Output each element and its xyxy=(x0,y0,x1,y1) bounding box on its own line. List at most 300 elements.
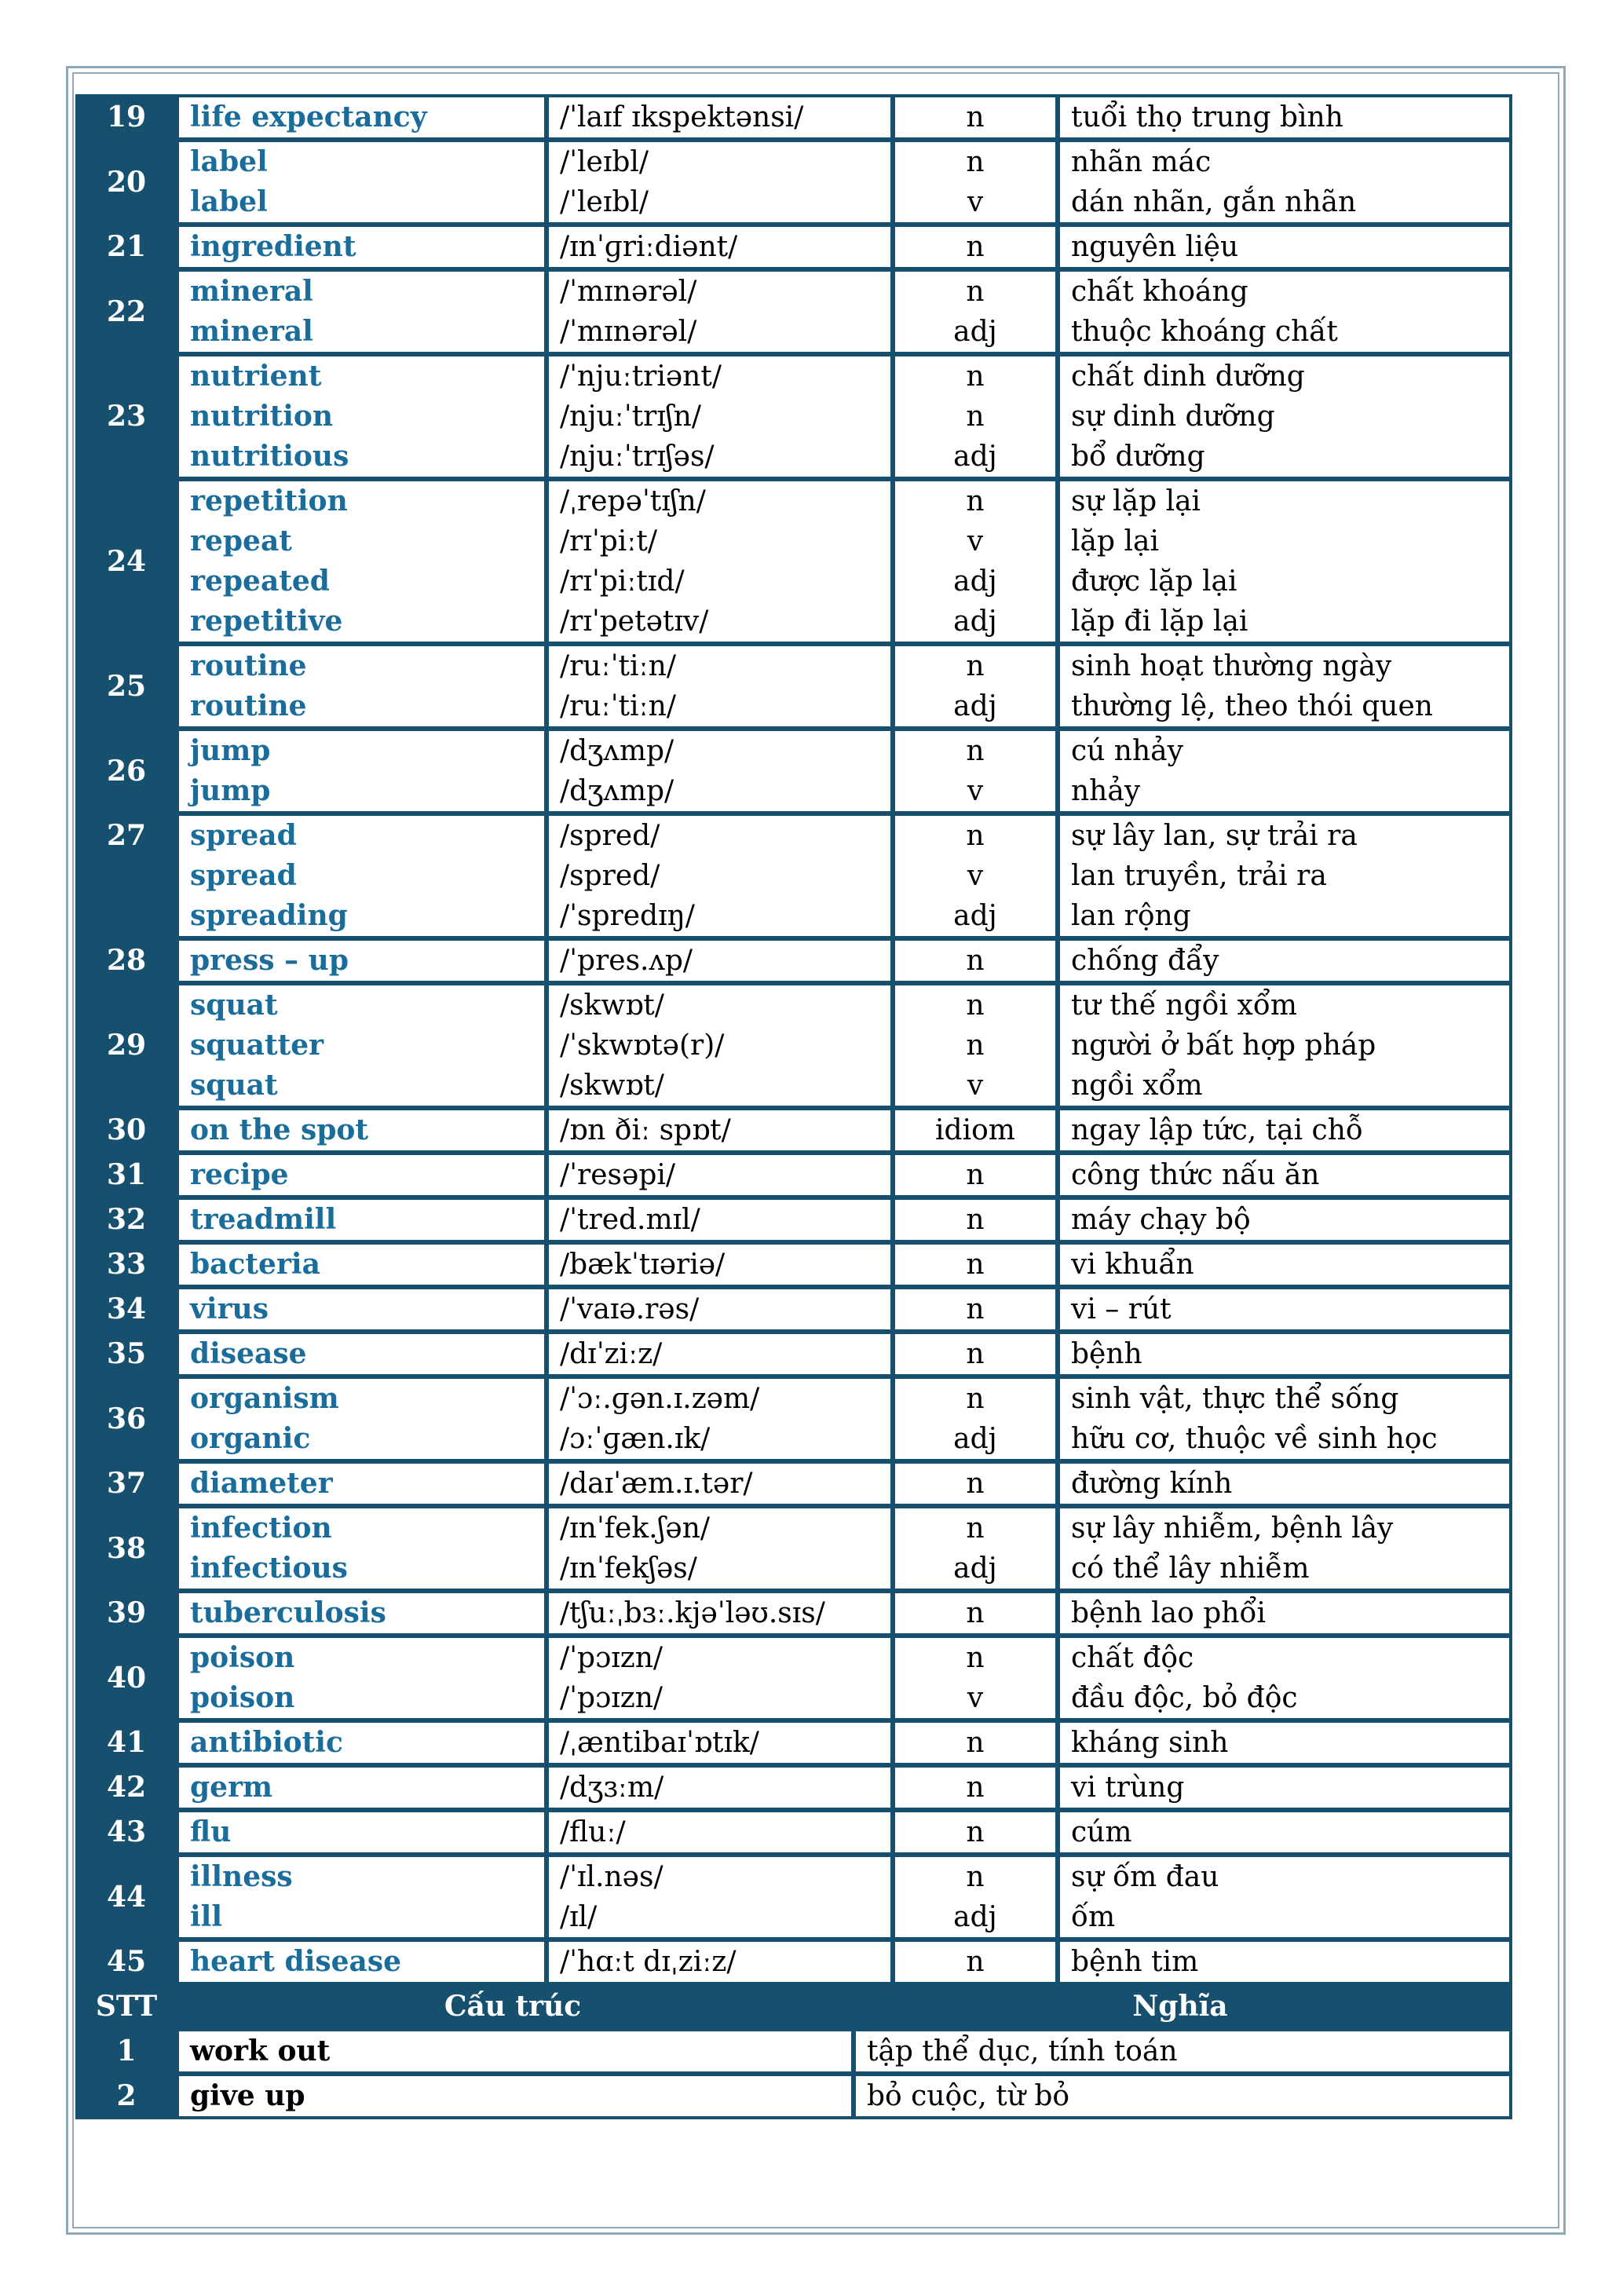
word-text: squat xyxy=(190,1069,278,1102)
pronunciation-cell xyxy=(544,731,890,811)
word-text: diameter xyxy=(190,1467,333,1500)
pronunciation-cell xyxy=(544,1464,890,1504)
meaning-text: chất dinh dưỡng xyxy=(1071,360,1305,393)
part-of-speech-text: n xyxy=(966,1512,985,1545)
phrases-header-row xyxy=(79,1987,1509,2027)
word-text: heart disease xyxy=(190,1945,402,1978)
vocab-row xyxy=(79,1812,1509,1852)
part-of-speech-text: n xyxy=(966,1293,985,1325)
part-of-speech-text: n xyxy=(966,1383,985,1415)
row-number: 34 xyxy=(106,1292,147,1325)
word-text: nutrient xyxy=(190,360,322,393)
part-of-speech-text: n xyxy=(966,1642,985,1674)
phrase-stt: 1 xyxy=(116,2035,137,2067)
phrase-meaning: tập thể dục, tính toán xyxy=(851,2031,1509,2071)
row-number: 24 xyxy=(106,544,147,578)
row-number: 45 xyxy=(106,1945,147,1978)
meaning-text: bệnh xyxy=(1071,1338,1142,1370)
vocab-row xyxy=(79,356,1509,477)
header-meaning: Nghĩa xyxy=(851,1987,1509,2027)
part-of-speech-text: adj xyxy=(953,316,997,348)
word-text: infection xyxy=(190,1512,332,1545)
vocab-row xyxy=(79,1379,1509,1459)
meaning-text: hữu cơ, thuộc về sinh học xyxy=(1071,1423,1438,1455)
pronunciation-cell xyxy=(544,1857,890,1937)
meaning-text: lặp lại xyxy=(1071,525,1159,558)
pronunciation-cell xyxy=(544,481,890,642)
word-cell xyxy=(174,1155,544,1195)
meaning-text: sự ốm đau xyxy=(1071,1861,1219,1893)
pronunciation-text: /ruːˈtiːn/ xyxy=(560,690,676,722)
meaning-text: công thức nấu ăn xyxy=(1071,1159,1320,1191)
phrase-meaning: bỏ cuộc, từ bỏ xyxy=(851,2076,1509,2116)
vocab-row xyxy=(79,272,1509,352)
part-of-speech-cell xyxy=(890,646,1055,726)
pronunciation-text: /ˈmɪnərəl/ xyxy=(560,276,697,308)
row-number: 30 xyxy=(106,1113,147,1146)
word-text: ill xyxy=(190,1900,223,1933)
word-cell xyxy=(174,356,544,477)
part-of-speech-text: n xyxy=(966,276,985,308)
pronunciation-cell xyxy=(544,97,890,137)
part-of-speech-cell xyxy=(890,1110,1055,1150)
vocab-row xyxy=(79,1334,1509,1374)
row-number: 21 xyxy=(106,230,147,263)
pronunciation-cell xyxy=(544,1379,890,1459)
part-of-speech-cell xyxy=(890,1289,1055,1329)
part-of-speech-text: adj xyxy=(953,1423,997,1455)
word-text: squat xyxy=(190,989,278,1022)
meaning-cell xyxy=(1055,1593,1509,1633)
part-of-speech-cell xyxy=(890,1379,1055,1459)
pronunciation-text: /ˈlaɪf ɪkspektənsi/ xyxy=(560,101,804,133)
row-number: 33 xyxy=(106,1248,147,1281)
part-of-speech-text: n xyxy=(966,1338,985,1370)
phrase-row xyxy=(79,2076,1509,2116)
vocab-row xyxy=(79,1289,1509,1329)
word-text: spread xyxy=(190,819,297,852)
row-number: 20 xyxy=(106,165,147,199)
pronunciation-text: /ˈpres.ʌp/ xyxy=(560,945,693,977)
meaning-text: sự dinh dưỡng xyxy=(1071,400,1275,433)
vocabulary-table xyxy=(79,93,1509,1987)
part-of-speech-text: n xyxy=(966,485,985,517)
meaning-text: tuổi thọ trung bình xyxy=(1071,101,1343,133)
part-of-speech-text: adj xyxy=(953,1552,997,1585)
word-text: recipe xyxy=(190,1158,289,1191)
part-of-speech-text: n xyxy=(966,1249,985,1281)
pronunciation-text: /ˌæntibaɪˈɒtɪk/ xyxy=(560,1727,759,1759)
word-text: life expectancy xyxy=(190,101,427,133)
vocab-row xyxy=(79,1857,1509,1937)
pronunciation-text: /ˈskwɒtə(r)/ xyxy=(560,1029,725,1062)
meaning-text: nhảy xyxy=(1071,775,1141,807)
meaning-cell xyxy=(1055,272,1509,352)
pronunciation-cell xyxy=(544,1289,890,1329)
part-of-speech-text: v xyxy=(967,860,984,892)
part-of-speech-cell xyxy=(890,1638,1055,1718)
part-of-speech-cell xyxy=(890,142,1055,222)
meaning-cell xyxy=(1055,816,1509,936)
row-number: 38 xyxy=(106,1531,147,1565)
part-of-speech-text: n xyxy=(966,1816,985,1848)
meaning-cell xyxy=(1055,356,1509,477)
part-of-speech-cell xyxy=(890,356,1055,477)
meaning-cell xyxy=(1055,1200,1509,1240)
row-number: 39 xyxy=(106,1596,147,1629)
word-cell xyxy=(174,941,544,981)
pronunciation-cell xyxy=(544,646,890,726)
part-of-speech-text: n xyxy=(966,101,985,133)
vocab-row xyxy=(79,142,1509,222)
meaning-cell xyxy=(1055,1508,1509,1589)
word-text: press – up xyxy=(190,944,349,977)
word-text: poison xyxy=(190,1641,295,1674)
part-of-speech-text: adj xyxy=(953,1901,997,1933)
pronunciation-text: /ˈɪl.nəs/ xyxy=(560,1861,663,1893)
pronunciation-cell xyxy=(544,1334,890,1374)
vocab-row xyxy=(79,1723,1509,1763)
meaning-text: có thể lây nhiễm xyxy=(1071,1552,1310,1585)
word-cell xyxy=(174,1857,544,1937)
word-cell xyxy=(174,1289,544,1329)
pronunciation-cell xyxy=(544,272,890,352)
vocab-row xyxy=(79,1768,1509,1808)
part-of-speech-text: n xyxy=(966,400,985,433)
pronunciation-text: /njuːˈtrɪʃn/ xyxy=(560,400,701,433)
pronunciation-text: /ˈmɪnərəl/ xyxy=(560,316,697,348)
meaning-cell xyxy=(1055,1638,1509,1718)
meaning-text: vi trùng xyxy=(1071,1771,1185,1804)
word-cell xyxy=(174,1245,544,1285)
word-text: virus xyxy=(190,1292,269,1325)
word-cell xyxy=(174,1110,544,1150)
part-of-speech-text: v xyxy=(967,775,984,807)
part-of-speech-text: n xyxy=(966,650,985,682)
word-cell xyxy=(174,1942,544,1982)
pronunciation-text: /bækˈtɪəriə/ xyxy=(560,1249,726,1281)
word-text: routine xyxy=(190,689,307,722)
meaning-text: nguyên liệu xyxy=(1071,231,1239,263)
part-of-speech-cell xyxy=(890,1857,1055,1937)
word-text: tuberculosis xyxy=(190,1596,386,1629)
meaning-cell xyxy=(1055,985,1509,1106)
part-of-speech-cell xyxy=(890,1464,1055,1504)
word-text: germ xyxy=(190,1771,273,1804)
vocab-row xyxy=(79,985,1509,1106)
pronunciation-text: /ˈspredɪŋ/ xyxy=(560,900,695,932)
part-of-speech-text: n xyxy=(966,945,985,977)
pronunciation-cell xyxy=(544,1638,890,1718)
part-of-speech-cell xyxy=(890,1768,1055,1808)
meaning-text: lan rộng xyxy=(1071,900,1191,932)
header-stt: STT xyxy=(79,1987,174,2027)
pronunciation-cell xyxy=(544,1110,890,1150)
part-of-speech-cell xyxy=(890,1155,1055,1195)
vocab-row xyxy=(79,816,1509,936)
row-number: 23 xyxy=(106,400,147,433)
meaning-text: kháng sinh xyxy=(1071,1727,1229,1759)
part-of-speech-text: v xyxy=(967,525,984,558)
header-structure: Cấu trúc xyxy=(174,1987,851,2027)
row-number: 22 xyxy=(106,294,147,328)
meaning-cell xyxy=(1055,1155,1509,1195)
pronunciation-text: /rɪˈpetətɪv/ xyxy=(560,605,709,638)
vocab-row xyxy=(79,1245,1509,1285)
word-text: routine xyxy=(190,649,307,682)
meaning-text: cúm xyxy=(1071,1816,1132,1848)
pronunciation-cell xyxy=(544,816,890,936)
part-of-speech-text: v xyxy=(967,1682,984,1714)
pronunciation-text: /ˈɔː.ɡən.ɪ.zəm/ xyxy=(560,1383,760,1415)
meaning-text: ngồi xổm xyxy=(1071,1069,1203,1102)
meaning-cell xyxy=(1055,142,1509,222)
word-cell xyxy=(174,1593,544,1633)
word-cell xyxy=(174,272,544,352)
pronunciation-text: /rɪˈpiːtɪd/ xyxy=(560,565,685,598)
pronunciation-cell xyxy=(544,227,890,267)
part-of-speech-cell xyxy=(890,731,1055,811)
meaning-cell xyxy=(1055,1812,1509,1852)
word-cell xyxy=(174,985,544,1106)
word-text: on the spot xyxy=(190,1113,369,1146)
pronunciation-text: /ˌrepəˈtɪʃn/ xyxy=(560,485,706,517)
meaning-text: đường kính xyxy=(1071,1468,1233,1500)
word-cell xyxy=(174,1812,544,1852)
word-cell xyxy=(174,816,544,936)
word-text: nutrition xyxy=(190,400,334,433)
pronunciation-cell xyxy=(544,1200,890,1240)
pronunciation-text: /ruːˈtiːn/ xyxy=(560,650,676,682)
meaning-cell xyxy=(1055,227,1509,267)
meaning-text: tư thế ngồi xổm xyxy=(1071,989,1298,1022)
word-cell xyxy=(174,1723,544,1763)
word-cell xyxy=(174,731,544,811)
part-of-speech-cell xyxy=(890,1812,1055,1852)
vocab-row xyxy=(79,97,1509,137)
part-of-speech-cell xyxy=(890,1245,1055,1285)
meaning-text: thường lệ, theo thói quen xyxy=(1071,690,1433,722)
part-of-speech-text: n xyxy=(966,1861,985,1893)
row-number: 19 xyxy=(106,101,147,133)
word-text: repetitive xyxy=(190,605,343,638)
pronunciation-cell xyxy=(544,1245,890,1285)
word-text: bacteria xyxy=(190,1248,320,1281)
pronunciation-text: /ˈresəpi/ xyxy=(560,1159,676,1191)
part-of-speech-text: adj xyxy=(953,605,997,638)
part-of-speech-cell xyxy=(890,1593,1055,1633)
meaning-cell xyxy=(1055,1464,1509,1504)
pronunciation-text: /njuːˈtrɪʃəs/ xyxy=(560,441,715,473)
meaning-text: ngay lập tức, tại chỗ xyxy=(1071,1114,1363,1146)
word-cell xyxy=(174,1508,544,1589)
vocab-row xyxy=(79,1593,1509,1633)
meaning-cell xyxy=(1055,646,1509,726)
meaning-cell xyxy=(1055,1942,1509,1982)
part-of-speech-text: adj xyxy=(953,441,997,473)
pronunciation-text: /rɪˈpiːt/ xyxy=(560,525,658,558)
word-cell xyxy=(174,646,544,726)
meaning-text: bệnh tim xyxy=(1071,1946,1199,1978)
part-of-speech-text: v xyxy=(967,1069,984,1102)
vocabulary-sheet xyxy=(75,94,1512,2119)
word-text: repetition xyxy=(190,484,348,517)
pronunciation-text: /spred/ xyxy=(560,820,660,852)
meaning-text: đầu độc, bỏ độc xyxy=(1071,1682,1298,1714)
meaning-text: chất khoáng xyxy=(1071,276,1248,308)
meaning-cell xyxy=(1055,1334,1509,1374)
meaning-cell xyxy=(1055,731,1509,811)
word-text: jump xyxy=(190,774,271,807)
pronunciation-text: /dʒʌmp/ xyxy=(560,775,674,807)
part-of-speech-cell xyxy=(890,1334,1055,1374)
part-of-speech-text: n xyxy=(966,820,985,852)
meaning-text: bệnh lao phổi xyxy=(1071,1597,1267,1629)
pronunciation-text: /ɒn ðiː spɒt/ xyxy=(560,1114,731,1146)
pronunciation-text: /dʒʌmp/ xyxy=(560,735,674,767)
word-text: repeat xyxy=(190,525,292,558)
row-number: 37 xyxy=(106,1467,147,1500)
meaning-text: sinh hoạt thường ngày xyxy=(1071,650,1392,682)
meaning-text: máy chạy bộ xyxy=(1071,1204,1251,1236)
vocab-row xyxy=(79,1155,1509,1195)
part-of-speech-text: n xyxy=(966,1771,985,1804)
pronunciation-text: /ˈhɑːt dɪˌziːz/ xyxy=(560,1946,737,1978)
vocab-row xyxy=(79,1638,1509,1718)
word-text: mineral xyxy=(190,315,313,348)
word-text: mineral xyxy=(190,275,313,308)
row-number: 43 xyxy=(106,1815,147,1848)
vocab-row xyxy=(79,1942,1509,1982)
row-number: 40 xyxy=(106,1661,147,1695)
vocab-row xyxy=(79,731,1509,811)
word-text: repeated xyxy=(190,565,330,598)
meaning-text: sự lây nhiễm, bệnh lây xyxy=(1071,1512,1394,1545)
pronunciation-cell xyxy=(544,1812,890,1852)
meaning-cell xyxy=(1055,1289,1509,1329)
part-of-speech-cell xyxy=(890,227,1055,267)
part-of-speech-cell xyxy=(890,941,1055,981)
word-text: poison xyxy=(190,1681,295,1714)
part-of-speech-text: n xyxy=(966,1029,985,1062)
part-of-speech-text: adj xyxy=(953,565,997,598)
pronunciation-text: /skwɒt/ xyxy=(560,1069,664,1102)
row-number: 32 xyxy=(106,1203,147,1236)
word-cell xyxy=(174,1464,544,1504)
pronunciation-text: /dʒɜːm/ xyxy=(560,1771,664,1804)
meaning-text: sinh vật, thực thể sống xyxy=(1071,1383,1399,1415)
meaning-text: thuộc khoáng chất xyxy=(1071,316,1338,348)
row-number: 27 xyxy=(106,819,147,852)
pronunciation-text: /ɪl/ xyxy=(560,1901,598,1933)
vocab-row xyxy=(79,1110,1509,1150)
meaning-text: người ở bất hợp pháp xyxy=(1071,1029,1376,1062)
pronunciation-text: /ɪnˈfekʃəs/ xyxy=(560,1552,697,1585)
pronunciation-text: /ˈvaɪə.rəs/ xyxy=(560,1293,700,1325)
word-cell xyxy=(174,1379,544,1459)
pronunciation-cell xyxy=(544,985,890,1106)
pronunciation-text: /fluː/ xyxy=(560,1816,626,1848)
word-text: flu xyxy=(190,1815,232,1848)
pronunciation-text: /ˈleɪbl/ xyxy=(560,146,649,178)
meaning-text: cú nhảy xyxy=(1071,735,1183,767)
pronunciation-cell xyxy=(544,1942,890,1982)
word-text: jump xyxy=(190,734,271,767)
part-of-speech-cell xyxy=(890,481,1055,642)
word-text: illness xyxy=(190,1860,293,1893)
part-of-speech-text: idiom xyxy=(935,1114,1015,1146)
row-number: 26 xyxy=(106,754,147,788)
word-text: organism xyxy=(190,1382,339,1415)
word-cell xyxy=(174,227,544,267)
meaning-cell xyxy=(1055,97,1509,137)
pronunciation-text: /ˈnjuːtriənt/ xyxy=(560,360,722,393)
meaning-cell xyxy=(1055,941,1509,981)
part-of-speech-text: n xyxy=(966,989,985,1022)
part-of-speech-text: n xyxy=(966,1204,985,1236)
word-cell xyxy=(174,1200,544,1240)
meaning-cell xyxy=(1055,1245,1509,1285)
part-of-speech-text: v xyxy=(967,186,984,218)
meaning-text: lặp đi lặp lại xyxy=(1071,605,1248,638)
part-of-speech-cell xyxy=(890,1723,1055,1763)
row-number: 42 xyxy=(106,1771,147,1804)
pronunciation-text: /ˈpɔɪzn/ xyxy=(560,1682,663,1714)
pronunciation-text: /ɪnˈɡriːdiənt/ xyxy=(560,231,738,263)
row-number: 35 xyxy=(106,1337,147,1370)
meaning-cell xyxy=(1055,1723,1509,1763)
meaning-text: bổ dưỡng xyxy=(1071,441,1205,473)
meaning-text: ốm xyxy=(1071,1901,1116,1933)
meaning-text: vi – rút xyxy=(1071,1293,1172,1325)
row-number: 25 xyxy=(106,669,147,703)
pronunciation-cell xyxy=(544,1508,890,1589)
part-of-speech-text: n xyxy=(966,231,985,263)
part-of-speech-text: n xyxy=(966,735,985,767)
part-of-speech-text: n xyxy=(966,1946,985,1978)
word-text: disease xyxy=(190,1337,307,1370)
row-number: 29 xyxy=(106,1029,147,1062)
word-cell xyxy=(174,1334,544,1374)
word-text: infectious xyxy=(190,1552,348,1585)
meaning-text: dán nhãn, gắn nhãn xyxy=(1071,186,1357,218)
part-of-speech-text: n xyxy=(966,360,985,393)
part-of-speech-cell xyxy=(890,272,1055,352)
row-number: 28 xyxy=(106,944,147,977)
vocab-row xyxy=(79,227,1509,267)
phrase-structure: work out xyxy=(174,2031,851,2071)
word-text: antibiotic xyxy=(190,1726,343,1759)
part-of-speech-text: n xyxy=(966,1727,985,1759)
pronunciation-text: /tʃuːˌbɜː.kjəˈləʊ.sɪs/ xyxy=(560,1597,825,1629)
meaning-cell xyxy=(1055,481,1509,642)
meaning-cell xyxy=(1055,1857,1509,1937)
part-of-speech-cell xyxy=(890,985,1055,1106)
pronunciation-text: /dɪˈziːz/ xyxy=(560,1338,663,1370)
word-cell xyxy=(174,481,544,642)
word-cell xyxy=(174,97,544,137)
part-of-speech-cell xyxy=(890,1942,1055,1982)
pronunciation-cell xyxy=(544,356,890,477)
phrase-row xyxy=(79,2031,1509,2071)
vocab-row xyxy=(79,481,1509,642)
pronunciation-text: /ˈleɪbl/ xyxy=(560,186,649,218)
word-text: ingredient xyxy=(190,230,356,263)
phrase-structure: give up xyxy=(174,2076,851,2116)
word-text: nutritious xyxy=(190,440,349,473)
meaning-text: sự lây lan, sự trải ra xyxy=(1071,820,1358,852)
meaning-text: lan truyền, trải ra xyxy=(1071,860,1327,892)
